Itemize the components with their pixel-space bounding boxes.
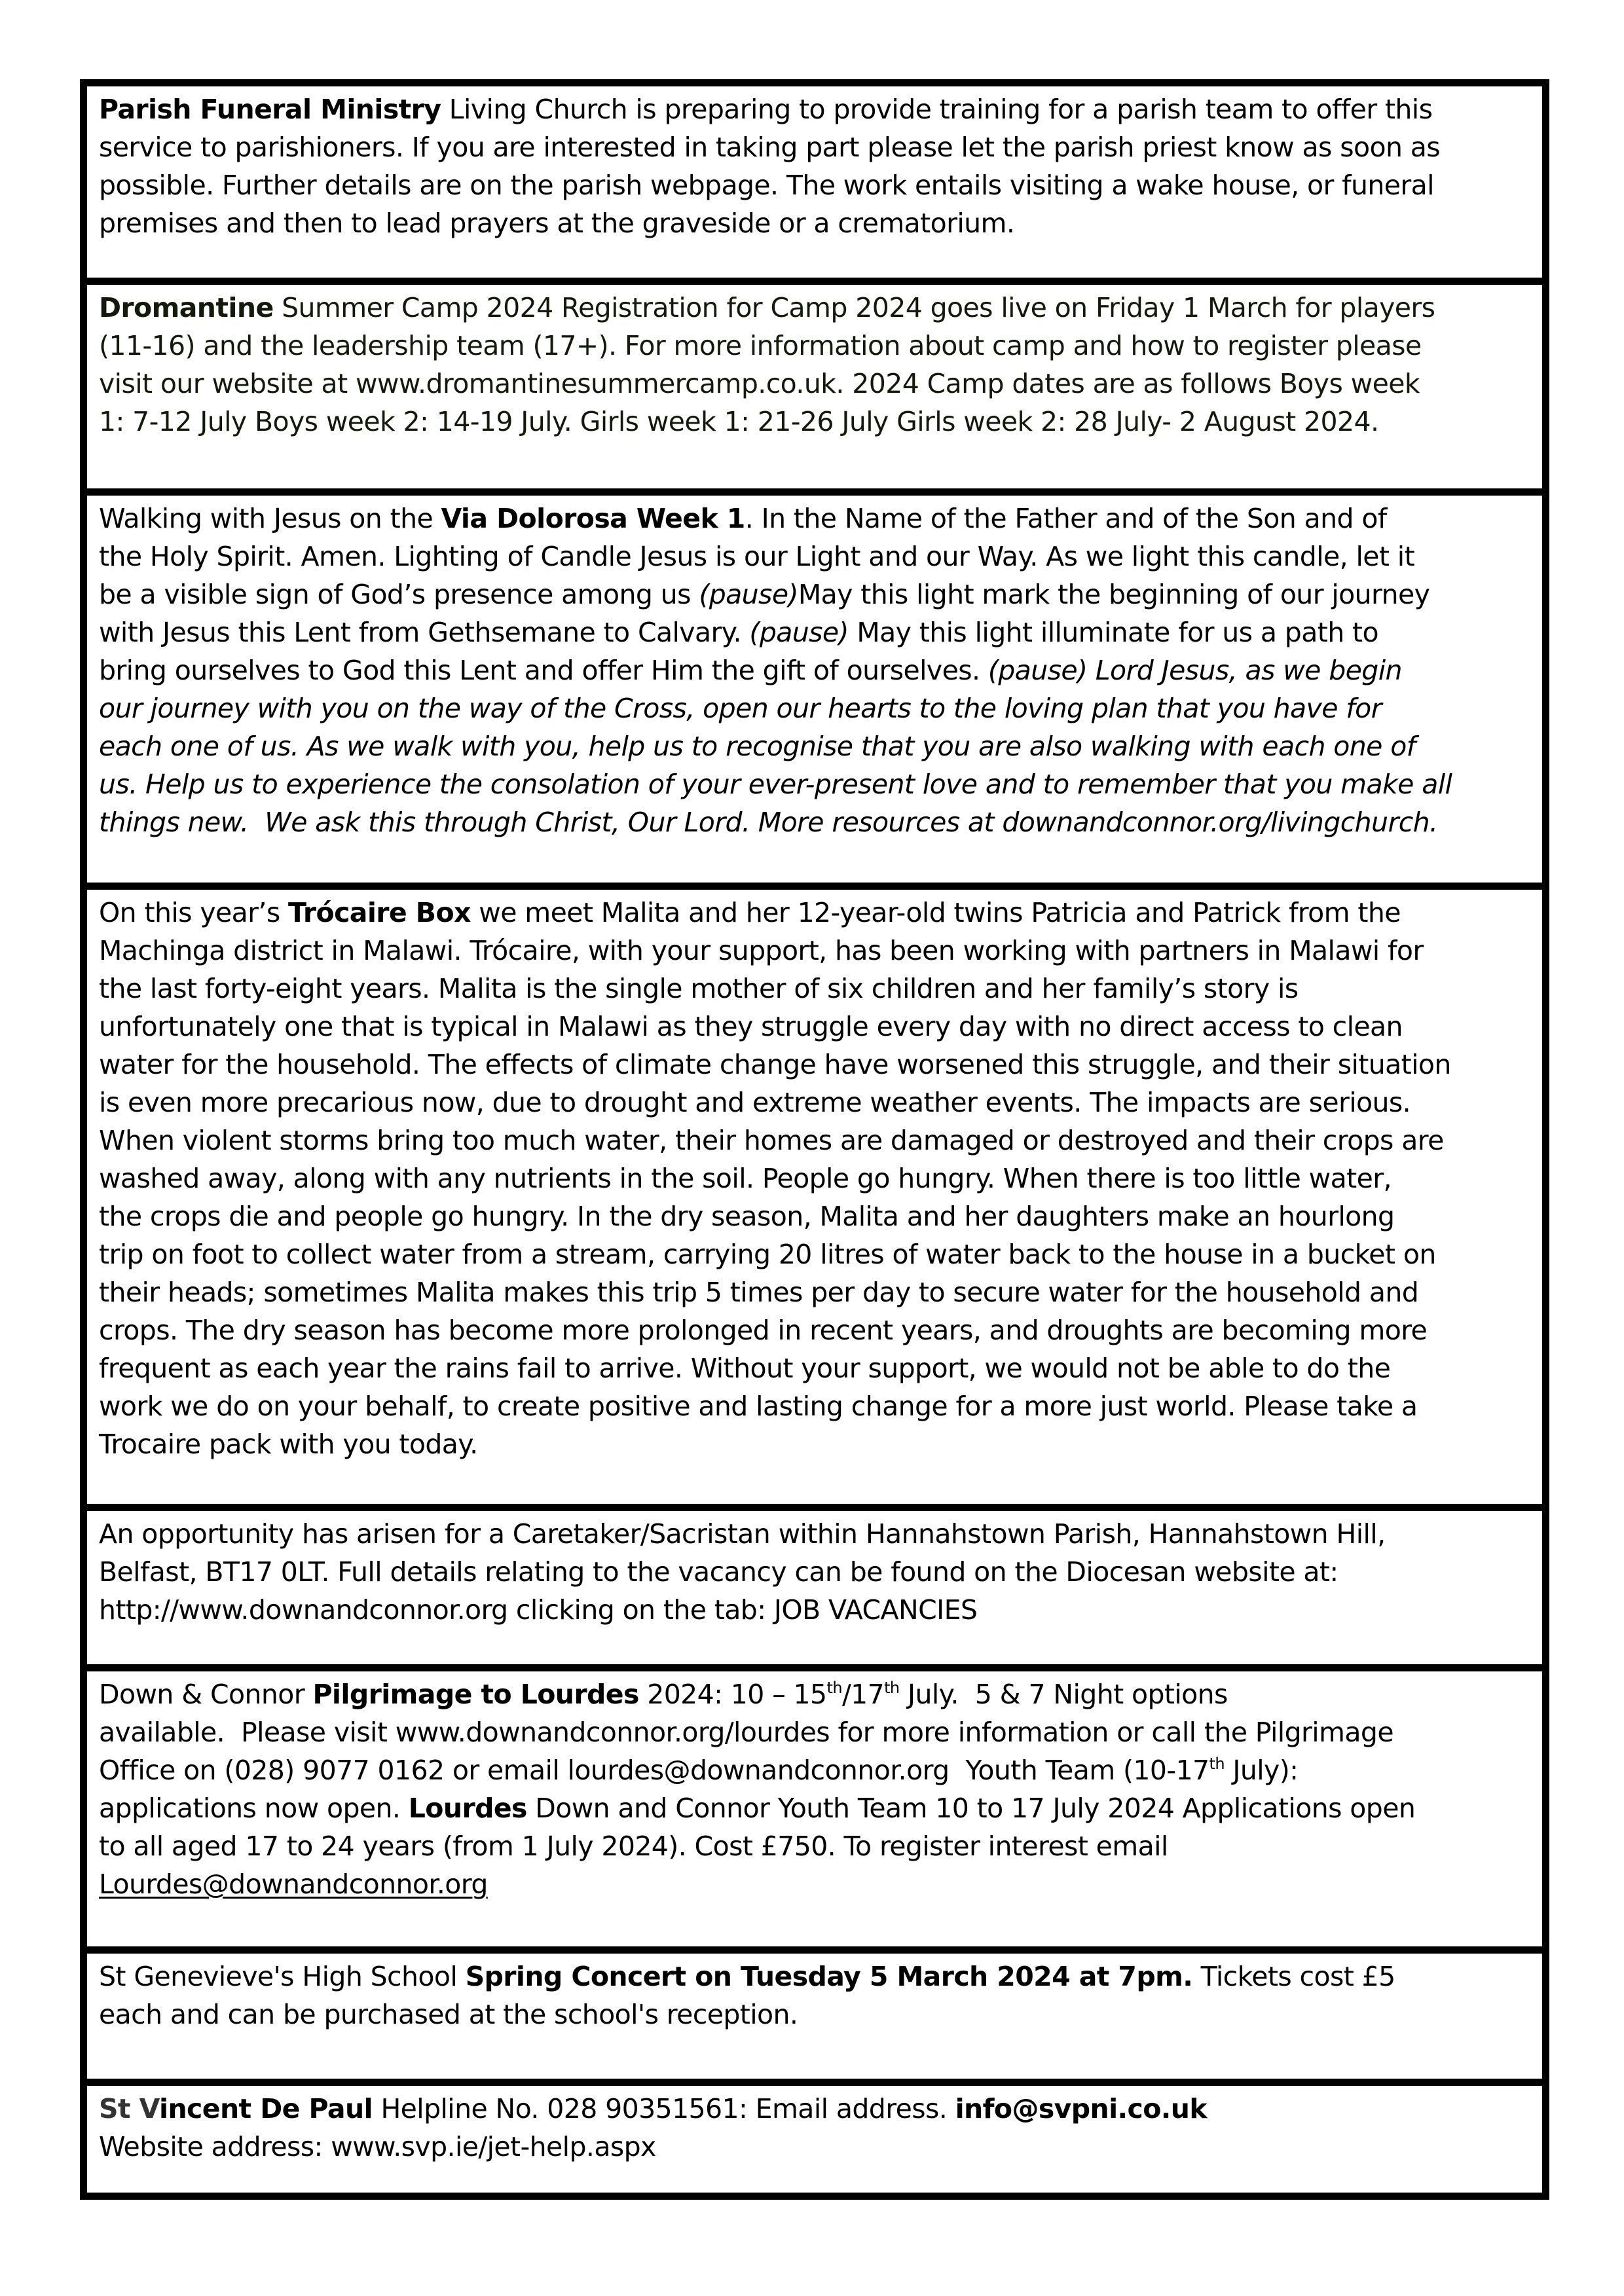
notice-line [99,1121,1530,1159]
ordinal-suffix: th [1209,1755,1225,1773]
notice-line [99,803,1530,841]
notice-line [99,1008,1530,1046]
notice-line [99,1273,1530,1311]
notice-line [99,765,1530,803]
notice-caretaker-vacancy [87,1511,1542,1671]
body-text: service to parishioners. If you are interested in taking part please let the parish priest know as soon as [99,132,1441,163]
notice-line [99,403,1530,441]
italic-text: (pause) Lord Jesus, as we begin [987,655,1402,686]
ordinal-suffix: th [826,1679,842,1697]
body-text: When violent storms bring too much water, their homes are damaged or destroyed and their crops are [99,1125,1444,1156]
notice-line [99,1827,1530,1865]
notice-line [99,651,1530,689]
notice-trocaire-box [87,890,1542,1511]
notice-line [99,1553,1530,1591]
body-text: 2024: 10 – 15 [638,1679,827,1710]
notice-line [99,500,1530,538]
body-text: possible. Further details are on the parish webpage. The work entails visiting a wake house, or funeral [99,170,1434,201]
notice-line [99,1084,1530,1121]
body-text: work we do on your behalf, to create positive and lasting change for a more just world. Please take a [99,1391,1418,1422]
body-text: the last forty-eight years. Malita is the single mother of six children and her family’s story is [99,973,1299,1004]
notice-line [99,932,1530,970]
body-text: with Jesus this Lent from Gethsemane to Calvary. [99,617,750,648]
italic-text: (pause) [749,617,849,648]
notice-spring-concert [87,1954,1542,2086]
body-text: May this light illuminate for us a path to [848,617,1378,648]
bold-text: incent De Paul [159,2093,373,2124]
body-text: the crops die and people go hungry. In the dry season, Malita and her daughters make an hourlong [99,1201,1395,1232]
notice-line [99,1235,1530,1273]
notice-line [99,1865,1530,1903]
notice-line [99,575,1530,613]
bold-text: Trócaire Box [288,897,471,928]
body-text: Machinga district in Malawi. Trócaire, with your support, has been working with partners in Malawi for [99,935,1424,966]
italic-text: our journey with you on the way of the Cross, open our hearts to the loving plan that you have for [99,693,1382,724]
body-text: to all aged 17 to 24 years (from 1 July 2024). Cost £750. To register interest email [99,1831,1168,1862]
notice-line [99,1789,1530,1827]
notice-line [99,1713,1530,1751]
notice-line [99,689,1530,727]
body-text: frequent as each year the rains fail to arrive. Without your support, we would not be able to do the [99,1353,1391,1384]
body-text: we meet Malita and her 12-year-old twins Patricia and Patrick from the [470,897,1401,928]
body-text: Living Church is preparing to provide training for a parish team to offer this [441,94,1433,125]
notice-line [99,1387,1530,1425]
body-text: bring ourselves to God this Lent and offer Him the gift of ourselves. [99,655,988,686]
notice-line [99,365,1530,403]
body-text: May this light mark the beginning of our journey [798,579,1430,610]
notice-line [99,727,1530,765]
body-text: Down & Connor [99,1679,313,1710]
body-text: available. Please visit www.downandconnor.org/lourdes for more information or call the Pilgrimage [99,1717,1393,1748]
body-text: their heads; sometimes Malita makes this trip 5 times per day to secure water for the household and [99,1277,1419,1308]
notice-line [99,166,1530,204]
notice-line [99,894,1530,932]
bold-text: info@svpni.co.uk [955,2093,1208,2124]
notice-line [99,1197,1530,1235]
body-text: is even more precarious now, due to drought and extreme weather events. The impacts are serious. [99,1087,1411,1118]
notice-line [99,128,1530,166]
body-text: Down and Connor Youth Team 10 to 17 July 2024 Applications open [526,1793,1416,1824]
ordinal-suffix: th [884,1679,900,1697]
notice-line [99,1425,1530,1463]
body-text: (11-16) and the leadership team (17+). For more information about camp and how to register please [99,330,1422,361]
body-text: On this year’s [99,897,289,928]
notice-line [99,1751,1530,1789]
body-text: Office on (028) 9077 0162 or email lourdes@downandconnor.org Youth Team (10-17 [99,1755,1209,1786]
notice-line [99,1591,1530,1629]
body-text: water for the household. The effects of climate change have worsened this struggle, and their situation [99,1049,1451,1080]
bold-text: Lourdes [408,1793,527,1824]
bold-text: Spring Concert on Tuesday 5 March 2024 at 7pm. [465,1961,1193,1992]
notice-lourdes-pilgrimage [87,1671,1542,1954]
italic-text: (pause) [699,579,798,610]
italic-text: us. Help us to experience the consolation of your ever-present love and to remember that you make all [99,769,1452,800]
notice-line [99,204,1530,242]
notice-line [99,1958,1530,1995]
body-text: An opportunity has arisen for a Caretaker/Sacristan within Hannahstown Parish, Hannahstown Hill, [99,1518,1386,1550]
body-text: Tickets cost £5 [1192,1961,1395,1992]
body-text: washed away, along with any nutrients in the soil. People go hungry. When there is too little water, [99,1163,1392,1194]
notice-dromantine [87,285,1542,496]
notice-line [99,1995,1530,2033]
body-text: Summer Camp 2024 Registration for Camp 2024 goes live on Friday 1 March for players [273,292,1435,323]
notice-via-dolorosa [87,496,1542,890]
body-text: trip on foot to collect water from a stream, carrying 20 litres of water back to the house in a bucket on [99,1239,1436,1270]
notice-line [99,613,1530,651]
notice-line [99,1159,1530,1197]
body-text: Website address: www.svp.ie/jet-help.aspx [99,2131,656,2162]
email-link[interactable]: Lourdes@downandconnor.org [99,1868,488,1900]
notice-line [99,1675,1530,1713]
notice-heading: Parish Funeral Ministry [99,94,441,125]
notices-frame [80,79,1549,2200]
body-text: be a visible sign of God’s presence among us [99,579,699,610]
body-text: /17 [841,1679,885,1710]
body-text: Belfast, BT17 0LT. Full details relating to the vacancy can be found on the Diocesan website at: [99,1556,1338,1588]
body-text: Trocaire pack with you today. [99,1429,478,1460]
notice-line [99,970,1530,1008]
notice-st-vincent-de-paul [87,2086,1542,2193]
notice-line [99,1311,1530,1349]
bold-text: Via Dolorosa Week 1 [441,503,745,534]
italic-text: each one of us. As we walk with you, help us to recognise that you are also walking with each one of [99,731,1416,762]
body-text: unfortunately one that is typical in Malawi as they struggle every day with no direct access to clean [99,1011,1403,1042]
bold-text: Pilgrimage to Lourdes [312,1679,639,1710]
body-text: July): [1224,1755,1299,1786]
notice-heading: St V [99,2093,160,2124]
notice-line [99,2090,1530,2128]
body-text: Helpline No. 028 90351561: Email address. [373,2093,955,2124]
notice-line [99,1349,1530,1387]
body-text: 1: 7-12 July Boys week 2: 14-19 July. Girls week 1: 21-26 July Girls week 2: 28 July- 2 August 2024. [99,406,1379,437]
notice-parish-funeral-ministry [87,86,1542,285]
body-text: each and can be purchased at the school's reception. [99,1999,798,2030]
notice-line [99,538,1530,575]
italic-text: things new. We ask this through Christ, Our Lord. More resources at downandconnor.org/livingchurch. [99,807,1438,838]
body-text: Walking with Jesus on the [99,503,441,534]
body-text: crops. The dry season has become more prolonged in recent years, and droughts are becoming more [99,1315,1428,1346]
notice-line [99,2128,1530,2166]
notice-line [99,289,1530,327]
body-text: applications now open. [99,1793,409,1824]
body-text: St Genevieve's High School [99,1961,466,1992]
body-text: premises and then to lead prayers at the graveside or a crematorium. [99,208,1015,239]
body-text: http://www.downandconnor.org clicking on the tab: JOB VACANCIES [99,1594,978,1626]
notice-heading: Dromantine [99,292,274,323]
notice-line [99,1046,1530,1084]
notice-line [99,90,1530,128]
body-text: July. 5 & 7 Night options [899,1679,1228,1710]
notice-line [99,327,1530,365]
body-text: visit our website at www.dromantinesummercamp.co.uk. 2024 Camp dates are as follows Boys week [99,368,1420,399]
body-text: . In the Name of the Father and of the Son and of [745,503,1387,534]
notice-line [99,1515,1530,1553]
body-text: the Holy Spirit. Amen. Lighting of Candle Jesus is our Light and our Way. As we light this candle, let it [99,541,1415,572]
